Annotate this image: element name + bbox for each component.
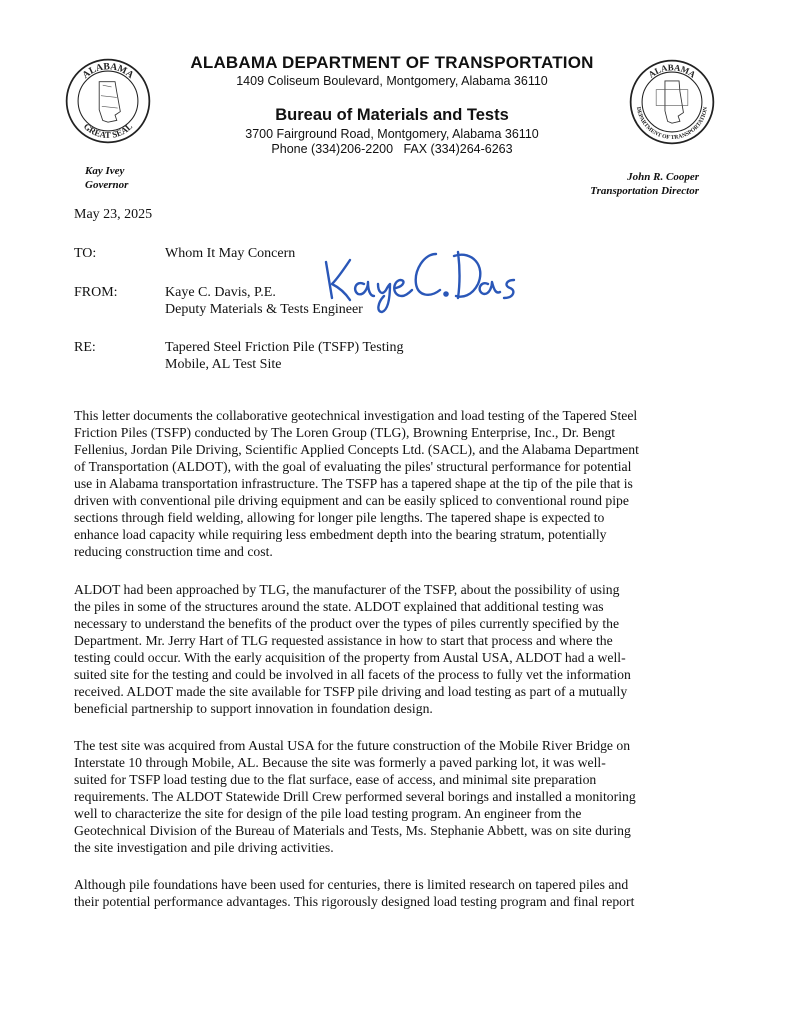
bureau-address: 3700 Fairground Road, Montgomery, Alabama 36110 bbox=[245, 127, 539, 141]
re-label: RE: bbox=[74, 340, 96, 355]
p1-line: use in Alabama transportation infrastructure. The TSFP has a tapered shape at the tip of the pile that is bbox=[74, 476, 633, 491]
p3-line: suited for TSFP load testing due to the flat surface, ease of access, and minimal site preparation bbox=[74, 772, 597, 787]
bureau-name: Bureau of Materials and Tests bbox=[275, 106, 509, 124]
agency-name: ALABAMA DEPARTMENT OF TRANSPORTATION bbox=[190, 53, 594, 72]
to-value: Whom It May Concern bbox=[165, 246, 296, 261]
phone-fax: Phone (334)206-2200 FAX (334)264-6263 bbox=[271, 142, 513, 156]
director-name: John R. Cooper bbox=[627, 171, 699, 183]
p2-line: necessary to understand the benefits of the product over the types of piles currently specified by the bbox=[74, 616, 620, 631]
p2-line: the piles in some of the structures around the state. ALDOT explained that additional testing was bbox=[74, 599, 604, 614]
right-seal-bottom-text: DEPARTMENT OF TRANSPORTATION bbox=[634, 106, 710, 141]
p1-line: of Transportation (ALDOT), with the goal of evaluating the piles' structural performance for potential bbox=[74, 459, 632, 474]
p4-line: Although pile foundations have been used for centuries, there is limited research on tapered piles and bbox=[74, 877, 629, 892]
p3-line: The test site was acquired from Austal USA for the future construction of the Mobile River Bridge on bbox=[74, 738, 631, 753]
paragraph-4 bbox=[74, 876, 716, 910]
paragraph-2 bbox=[74, 581, 716, 717]
p2-line: beneficial partnership to support innovation in foundation design. bbox=[74, 701, 433, 716]
agency-address: 1409 Coliseum Boulevard, Montgomery, Alabama 36110 bbox=[236, 74, 548, 88]
left-seal-bottom-text: GREAT SEAL bbox=[81, 121, 135, 140]
p1-line: sections through field welding, allowing for longer pile lengths. The tapered shape is expected to bbox=[74, 510, 605, 525]
re-line-2: Mobile, AL Test Site bbox=[165, 357, 282, 372]
p3-line: the site investigation and pile driving activities. bbox=[74, 840, 334, 855]
from-title: Deputy Materials & Tests Engineer bbox=[165, 302, 363, 317]
p1-line: Fellenius, Jordan Pile Driving, Scientific Applied Concepts Ltd. (SACL), and the Alabama Department bbox=[74, 442, 639, 457]
p1-line: enhance load capacity while requiring less embedment depth into the bearing stratum, potentially bbox=[74, 527, 607, 542]
paragraph-1 bbox=[74, 407, 716, 560]
p3-line: well to characterize the site for design of the pile load testing program. An engineer from the bbox=[74, 806, 582, 821]
p2-line: ALDOT had been approached by TLG, the manufacturer of the TSFP, about the possibility of using bbox=[74, 582, 620, 597]
alabama-great-seal-icon bbox=[64, 57, 152, 145]
to-label: TO: bbox=[74, 246, 97, 261]
governor-title: Governor bbox=[85, 179, 129, 191]
from-label: FROM: bbox=[74, 285, 118, 300]
left-seal-top-text: ALABAMA bbox=[80, 61, 136, 81]
paragraph-3 bbox=[74, 737, 716, 856]
p4-line: their potential performance advantages. This rigorously designed load testing program and final report bbox=[74, 894, 635, 909]
right-seal-top-text: ALABAMA bbox=[646, 62, 698, 80]
p2-line: suited site for the testing and could be involved in all facets of the process to fully vet the information bbox=[74, 667, 631, 682]
director-title: Transportation Director bbox=[590, 185, 699, 197]
aldot-seal-icon bbox=[628, 58, 716, 146]
p2-line: testing could occur. With the early acquisition of the property from Austal USA, ALDOT had a well- bbox=[74, 650, 626, 665]
p3-line: Interstate 10 through Mobile, AL. Because the site was formerly a paved parking lot, it was well- bbox=[74, 755, 606, 770]
p2-line: received. ALDOT made the site available for TSFP pile driving and load testing as part of a mutually bbox=[74, 684, 628, 699]
p1-line: This letter documents the collaborative geotechnical investigation and load testing of the Tapered Steel bbox=[74, 408, 638, 423]
letter-date: May 23, 2025 bbox=[74, 207, 153, 222]
re-line-1: Tapered Steel Friction Pile (TSFP) Testing bbox=[165, 340, 404, 355]
p1-line: reducing construction time and cost. bbox=[74, 544, 273, 559]
from-name: Kaye C. Davis, P.E. bbox=[165, 285, 276, 300]
p1-line: driven with conventional pile driving equipment and can be easily spliced to conventional round pipe bbox=[74, 493, 629, 508]
governor-name: Kay Ivey bbox=[85, 165, 125, 177]
p1-line: Friction Piles (TSFP) conducted by The Loren Group (TLG), Browning Enterprise, Inc., Dr. Bengt bbox=[74, 425, 616, 440]
p2-line: Department. Mr. Jerry Hart of TLG requested assistance in how to start that process and where the bbox=[74, 633, 613, 648]
p3-line: Geotechnical Division of the Bureau of Materials and Tests, Ms. Stephanie Abbett, was on site during bbox=[74, 823, 631, 838]
p3-line: requirements. The ALDOT Statewide Drill Crew performed several borings and installed a monitoring bbox=[74, 789, 636, 804]
signature bbox=[318, 240, 518, 315]
